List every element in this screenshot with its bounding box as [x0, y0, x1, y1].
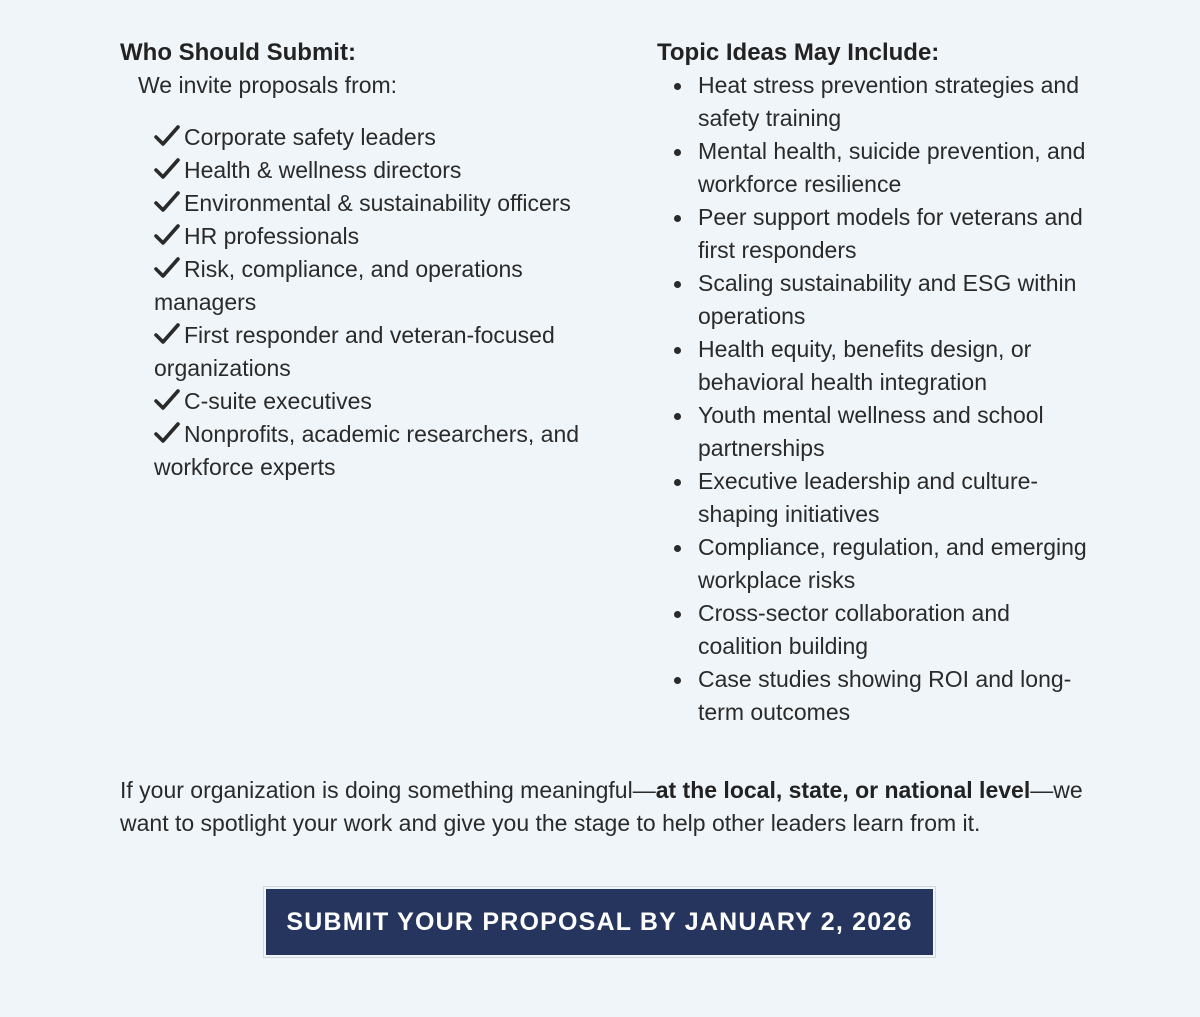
topic-ideas-heading: Topic Ideas May Include: — [657, 39, 940, 66]
topic-list-item — [698, 597, 1100, 663]
bullet-icon — [674, 479, 681, 486]
closing-emphasis-text: at the local, state, or national level — [655, 777, 1031, 803]
who-intro-text: We invite proposals from: — [138, 72, 398, 98]
who-list-item-label: Risk, compliance, and operations managers — [154, 256, 523, 315]
submit-proposal-button-frame — [263, 886, 936, 958]
topic-ideas-section — [657, 36, 1100, 729]
checkmark-icon — [154, 389, 180, 411]
topic-list-item-label: Executive leadership and culture-shaping initiatives — [698, 468, 1039, 527]
checkmark-icon — [154, 191, 180, 213]
who-list-item — [154, 253, 584, 319]
topic-list-item-label: Scaling sustainability and ESG within operations — [698, 270, 1077, 329]
who-checklist — [154, 121, 584, 484]
who-list-item-label: Health & wellness directors — [184, 157, 462, 183]
who-list-item-label: First responder and veteran-focused organizations — [154, 322, 555, 381]
who-should-submit-heading: Who Should Submit: — [120, 39, 356, 66]
topic-list-item-label: Compliance, regulation, and emerging workplace risks — [698, 534, 1087, 593]
closing-lead-text: If your organization is doing something meaningful— — [120, 777, 656, 803]
who-list-item-label: Corporate safety leaders — [184, 124, 436, 150]
checkmark-icon — [154, 125, 180, 147]
who-list-item — [154, 121, 584, 154]
bullet-icon — [674, 611, 681, 618]
who-list-item — [154, 385, 584, 418]
topic-list-item — [698, 201, 1100, 267]
topic-ideas-list — [657, 69, 1100, 729]
bullet-icon — [674, 149, 681, 156]
topic-list-item — [698, 465, 1100, 531]
topic-list-item-label: Youth mental wellness and school partnerships — [698, 402, 1044, 461]
closing-tail-text: —we want to spotlight your work and give you the stage to help other leaders learn from it. — [120, 777, 1083, 836]
bullet-icon — [674, 281, 681, 288]
topic-list-item-label: Cross-sector collaboration and coalition building — [698, 600, 1010, 659]
topic-list-item — [698, 531, 1100, 597]
topic-list-item-label: Heat stress prevention strategies and safety training — [698, 72, 1079, 131]
content-columns — [120, 36, 1100, 729]
who-list-item-label: HR professionals — [184, 223, 360, 249]
who-list-item — [154, 154, 584, 187]
topic-list-item-label: Mental health, suicide prevention, and workforce resilience — [698, 138, 1086, 197]
who-list-item — [154, 319, 584, 385]
topic-list-item-label: Peer support models for veterans and first responders — [698, 204, 1083, 263]
closing-paragraph — [120, 774, 1100, 840]
topic-list-item — [698, 69, 1100, 135]
who-should-submit-section — [120, 36, 657, 729]
bullet-icon — [674, 347, 681, 354]
bullet-icon — [674, 545, 681, 552]
bullet-icon — [674, 83, 681, 90]
who-list-item — [154, 220, 584, 253]
topic-list-item — [698, 333, 1100, 399]
topic-list-item — [698, 663, 1100, 729]
who-list-item-label: Nonprofits, academic researchers, and workforce experts — [154, 421, 580, 480]
checkmark-icon — [154, 257, 180, 279]
topic-list-item-label: Health equity, benefits design, or behavioral health integration — [698, 336, 1032, 395]
checkmark-icon — [154, 422, 180, 444]
topic-list-item-label: Case studies showing ROI and long-term outcomes — [698, 666, 1072, 725]
submit-proposal-button[interactable]: SUBMIT YOUR PROPOSAL BY JANUARY 2, 2026 — [266, 889, 933, 955]
checkmark-icon — [154, 224, 180, 246]
bullet-icon — [674, 413, 681, 420]
bullet-icon — [674, 677, 681, 684]
bullet-icon — [674, 215, 681, 222]
checkmark-icon — [154, 323, 180, 345]
checkmark-icon — [154, 158, 180, 180]
topic-list-item — [698, 399, 1100, 465]
who-list-item — [154, 418, 584, 484]
who-list-item — [154, 187, 584, 220]
who-list-item-label: C-suite executives — [184, 388, 372, 414]
who-list-item-label: Environmental & sustainability officers — [184, 190, 571, 216]
topic-list-item — [698, 267, 1100, 333]
topic-list-item — [698, 135, 1100, 201]
